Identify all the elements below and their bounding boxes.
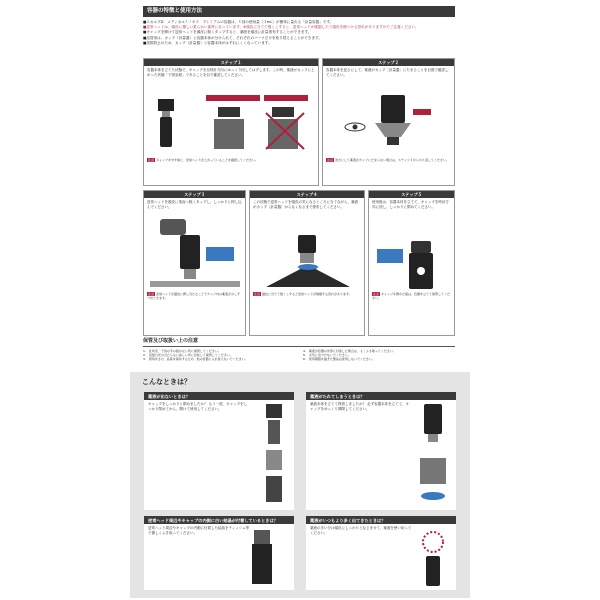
precaution-item: 1. 乳幼児、子供の手の届かない所に保管してください。 — [143, 348, 221, 353]
faq-item-too-much — [306, 516, 456, 590]
faq-section — [130, 372, 470, 598]
faq-item-crystals — [144, 516, 294, 590]
faq-illustration — [250, 530, 274, 584]
precautions-right — [303, 349, 455, 362]
step-2-box — [322, 58, 455, 186]
step-3-box — [143, 190, 246, 336]
step-1-label: ステップ１ — [144, 59, 318, 66]
usage-instructions-section — [143, 6, 455, 336]
faq-item-no-liquid — [144, 392, 294, 510]
step-1-illustration — [154, 93, 312, 153]
step-2-illustration — [341, 93, 441, 153]
faq-item-text: 薬液本体を立てて保管しましたか？ 必ず容器本体を立てて、キャップをゆっくり開閉してください。 — [310, 402, 410, 411]
faq-item-dripping — [306, 392, 456, 510]
faq-title: こんなときは？ — [142, 378, 191, 386]
precaution-item: 3. 誤用をさけ、品質を保持するため、他の容器に入れ替えないでください。 — [143, 357, 248, 362]
faq-illustration — [418, 528, 448, 588]
step-1-box — [143, 58, 319, 186]
faq-item-label: 薬液がたれてしまうときは？ — [306, 392, 456, 400]
precaution-item: 6. 使用期限を過ぎた製品は使用しないでください。 — [303, 357, 375, 362]
precaution-item: 2. 直射日光の当たらない涼しい所に密栓して保管してください。 — [143, 352, 233, 357]
step-1-note: 注意 キャップを外す前に、逆常ヘッドが上がっていることを確認してください。 — [148, 158, 259, 162]
step-2-note: 注意 逆さにして薬液がカップにたまらない場合は、ステップ１からやり直してください。 — [327, 158, 449, 162]
step-3-label: ステップ３ — [144, 191, 245, 198]
faq-illustration — [416, 404, 450, 504]
faq-item-label: 逆常ヘッド周辺やキャップの内側に白い結晶が付着しているときは？ — [144, 516, 294, 524]
step-5-label: ステップ５ — [369, 191, 454, 198]
intro-text — [143, 20, 455, 46]
section-title: 容器の特徴と使用方法 — [143, 6, 455, 17]
step-4-box — [249, 190, 365, 336]
faq-item-text: キャップをしっかりと閉めましたか？ もう一度、キャップをしっかり閉めてから、開けて使用してください。 — [148, 402, 248, 411]
faq-item-label: 薬液がいつもより多く出てきたときは？ — [306, 516, 456, 524]
step-4-text: この状態で逆常ヘッドを頭皮の気になるところに当てながら、薬液がカップ〔計量器〕からなくなるまで塗布してください。 — [253, 200, 358, 209]
step-4-note: 注意 頭皮に当てて強くこすると逆常ヘッドが破損する恐れがあります。 — [254, 292, 352, 296]
step-2-text: 容器本体を逆さにして、薬液がカップ〔計量器〕にたまることを目視で確認してください。 — [326, 68, 449, 77]
precautions-left — [143, 349, 295, 362]
step-4-label: ステップ４ — [250, 191, 364, 198]
step-5-text: 使用後は、容器本体を立てて、キャップを時計方向に回し、しっかりと閉めてください。 — [372, 200, 449, 209]
intro-line: ■スカルプD メディカルミノキ５ プレミアムの容器は、１回の使用量〔１mL〕が簡単に量れる「計量容器」です。 — [143, 20, 334, 24]
step-4-illustration — [260, 235, 356, 287]
intro-line: ■キャップを開けて逆常ヘッドを頭皮に軽くタップすると、薬液を頭皮に計量塗布することができます。 — [143, 30, 312, 35]
step-2-label: ステップ２ — [323, 59, 454, 66]
intro-line: ■誤飲防止のため、カップ（計量器）と容器本体がはずれにくくなっています。 — [143, 40, 272, 45]
precaution-item: 5. 火気に近づけないでください。 — [303, 352, 351, 357]
storage-precautions — [143, 338, 455, 368]
step-3-text: 逆常ヘッドを頭皮に垂直へ軽くタップし、しっかりと押し込んでください。 — [147, 200, 242, 209]
step-5-illustration — [377, 241, 449, 289]
step-1-text: 容器本体を立てた状態で、キャップを反時計方向にゆっくり回してはずします。この時、薬液がカップに上がった状態「下図参照」であることを目で確認してください。 — [147, 68, 315, 77]
faq-item-text: 逆常ヘッド周辺やキャップの内側に付着した結晶をティッシュ等で優しくふき取ってください。 — [148, 526, 250, 535]
faq-item-text: 薬液の多い分は頭皮にしっかりとなじませて、薬液を使い切ってください。 — [310, 526, 412, 535]
storage-title: 保管及び取扱い上の注意 — [143, 338, 455, 347]
precaution-item: 4. 薬液が容器の外部に付着した場合は、よくふき取ってください。 — [303, 348, 396, 353]
intro-line: ■詰替用は、カップ（計量器）と容器本体が分けられて、それぞれのパーツだけを取り替えることができます。 — [143, 35, 322, 40]
faq-illustration — [260, 404, 288, 504]
step-3-illustration — [150, 217, 240, 287]
step-3-note: 注意 逆常ヘッドが頭皮に押し当たることでカップ内の薬液が少しずつ出てきます。 — [147, 292, 240, 300]
step-5-box — [368, 190, 455, 336]
intro-line: ■逆常ヘッドは、頭皮に優しい柔らかい素材になっています。※頭皮に当てて強くこすると、逆常ヘッドが破損したり頭皮を傷つける恐れがありますのでご注意ください。 — [143, 25, 419, 30]
step-5-note: 注意 キャップを閉めた後は、容器を立てて保管してください。 — [372, 292, 451, 300]
faq-item-label: 薬液が出ないときは？ — [144, 392, 294, 400]
